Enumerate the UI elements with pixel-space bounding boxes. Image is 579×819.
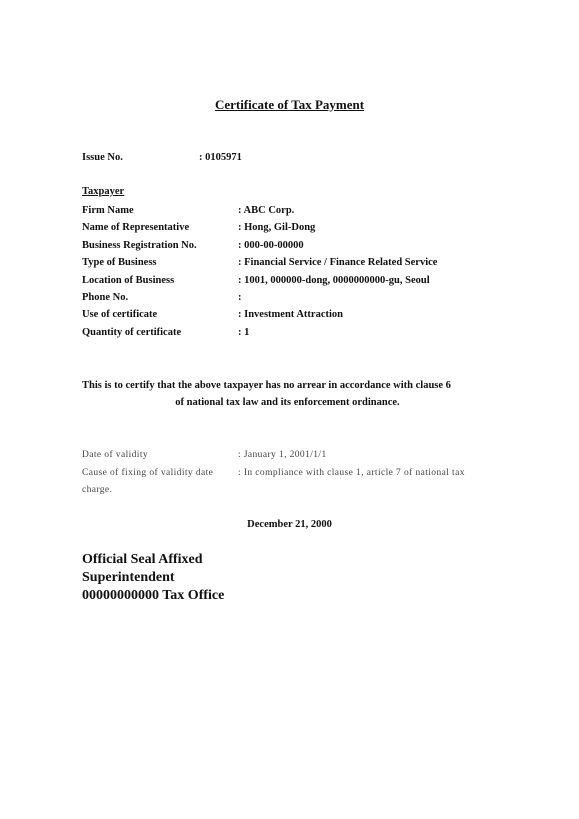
detail-label: Firm Name (82, 205, 134, 216)
detail-value: : 000-00-00000 (238, 239, 304, 251)
validity-date-label: Date of validity (82, 450, 149, 460)
issue-date: December 21, 2000 (247, 519, 332, 530)
detail-row-registration-no (82, 239, 502, 256)
detail-row-use (82, 308, 502, 325)
detail-value: : 1001, 000000-dong, 0000000000-gu, Seoul (238, 274, 430, 286)
detail-value: : Financial Service / Finance Related Service (238, 257, 438, 269)
detail-value: : (238, 291, 242, 303)
certification-statement-line1: This is to certify that the above taxpayer has no arrear in accordance with clause 6 (82, 380, 451, 391)
taxpayer-details (82, 204, 502, 343)
detail-row-business-type (82, 256, 502, 273)
validity-date-value: : January 1, 2001/1/1 (238, 450, 327, 460)
detail-value: : Investment Attraction (238, 309, 343, 321)
document-title: Certificate of Tax Payment (214, 97, 365, 112)
detail-row-quantity (82, 326, 502, 343)
detail-row-representative (82, 221, 502, 238)
issue-number-value: : 0105971 (199, 152, 242, 163)
validity-cause-value: : In compliance with clause 1, article 7 of national tax (238, 468, 465, 478)
detail-label: Location of Business (82, 274, 175, 286)
detail-label: Phone No. (82, 291, 129, 303)
detail-label: Quantity of certificate (82, 326, 182, 338)
detail-row-phone (82, 291, 502, 308)
validity-cause-label: Cause of fixing of validity date (82, 468, 214, 478)
issue-number-label: Issue No. (82, 152, 123, 163)
certification-statement-line2: of national tax law and its enforcement ordinance. (175, 397, 400, 408)
detail-row-firm-name (82, 204, 502, 221)
seal-line-superintendent: Superintendent (82, 570, 175, 585)
seal-line-tax-office: 00000000000 Tax Office (82, 588, 225, 603)
detail-label: Name of Representative (82, 222, 190, 234)
detail-label: Business Registration No. (82, 239, 197, 251)
validity-cause-value-continued: charge. (82, 485, 113, 495)
seal-line-official-seal: Official Seal Affixed (82, 552, 203, 567)
detail-label: Type of Business (82, 257, 157, 269)
detail-value: : ABC Corp. (238, 205, 295, 216)
detail-row-location (82, 274, 502, 291)
detail-value: : Hong, Gil-Dong (238, 222, 316, 234)
detail-value: : 1 (238, 326, 250, 338)
detail-label: Use of certificate (82, 309, 158, 321)
taxpayer-heading: Taxpayer (82, 186, 125, 197)
